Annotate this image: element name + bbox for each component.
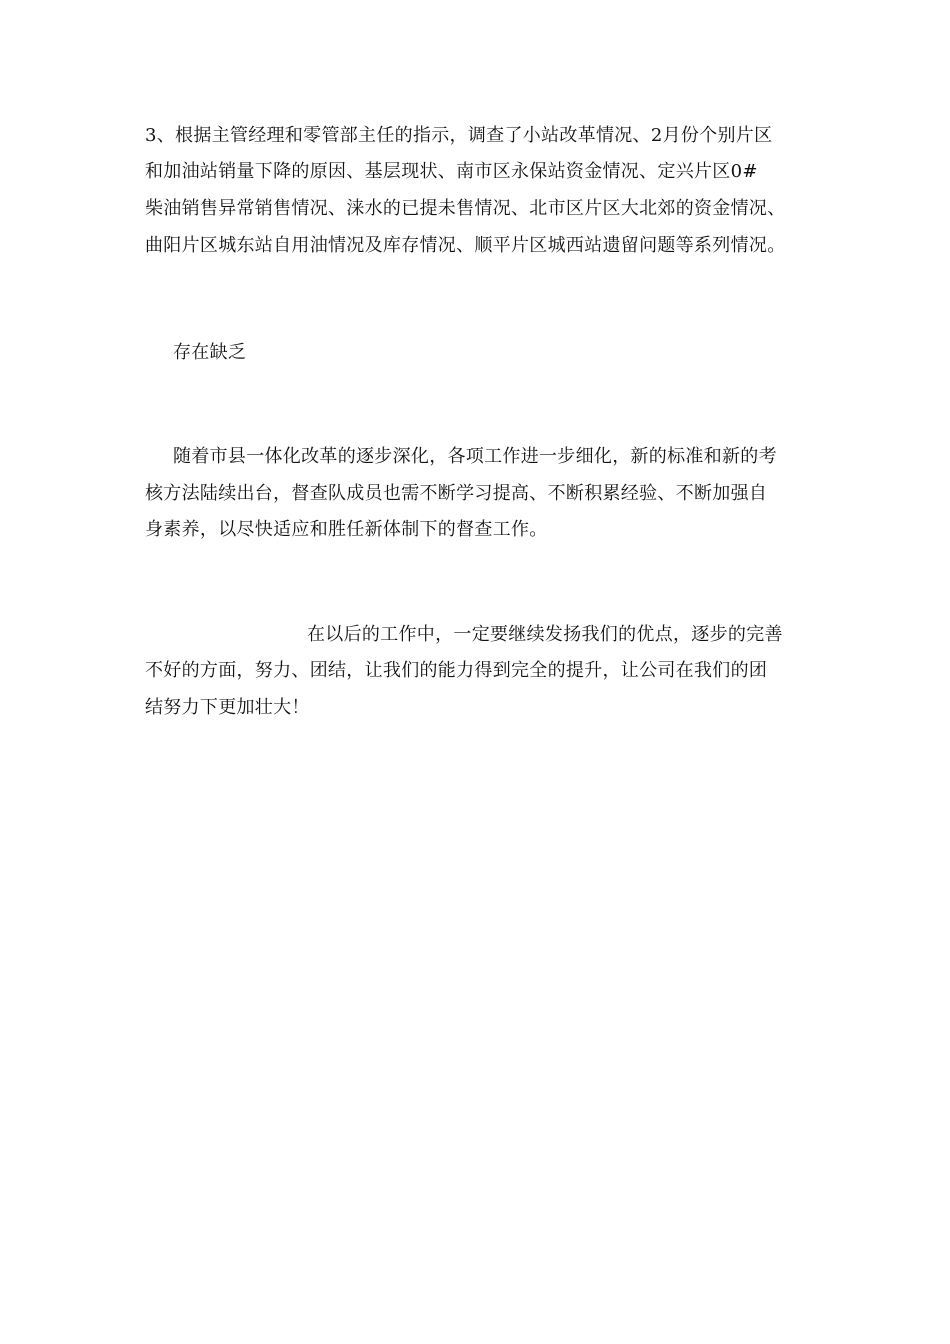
paragraph-4-line-3: 结努力下更加壮大！ bbox=[145, 697, 310, 718]
section-heading: 存在缺乏 bbox=[173, 342, 247, 363]
paragraph-3-line-1: 随着市县一体化改革的逐步深化，各项工作进一步细化，新的标准和新的考 bbox=[173, 446, 777, 467]
paragraph-1-line-3: 柴油销售异常销售情况、涞水的已提未售情况、北市区片区大北郊的资金情况、 bbox=[145, 198, 786, 219]
paragraph-1-line-2: 和加油站销量下降的原因、基层现状、南市区永保站资金情况、定兴片区0# bbox=[145, 161, 758, 182]
paragraph-1-line-4: 曲阳片区城东站自用油情况及库存情况、顺平片区城西站遗留问题等系列情况。 bbox=[145, 235, 786, 256]
paragraph-3-line-2: 核方法陆续出台，督查队成员也需不断学习提高、不断积累经验、不断加强自 bbox=[145, 483, 768, 504]
paragraph-3-line-3: 身素养，以尽快适应和胜任新体制下的督查工作。 bbox=[145, 519, 548, 540]
paragraph-4-line-2: 不好的方面，努力、团结，让我们的能力得到完全的提升，让公司在我们的团 bbox=[145, 660, 768, 681]
paragraph-1-line-1: 3、根据主管经理和零管部主任的指示，调查了小站改革情况、2月份个别片区 bbox=[145, 125, 773, 146]
paragraph-4-line-1: 在以后的工作中，一定要继续发扬我们的优点，逐步的完善 bbox=[307, 624, 783, 645]
